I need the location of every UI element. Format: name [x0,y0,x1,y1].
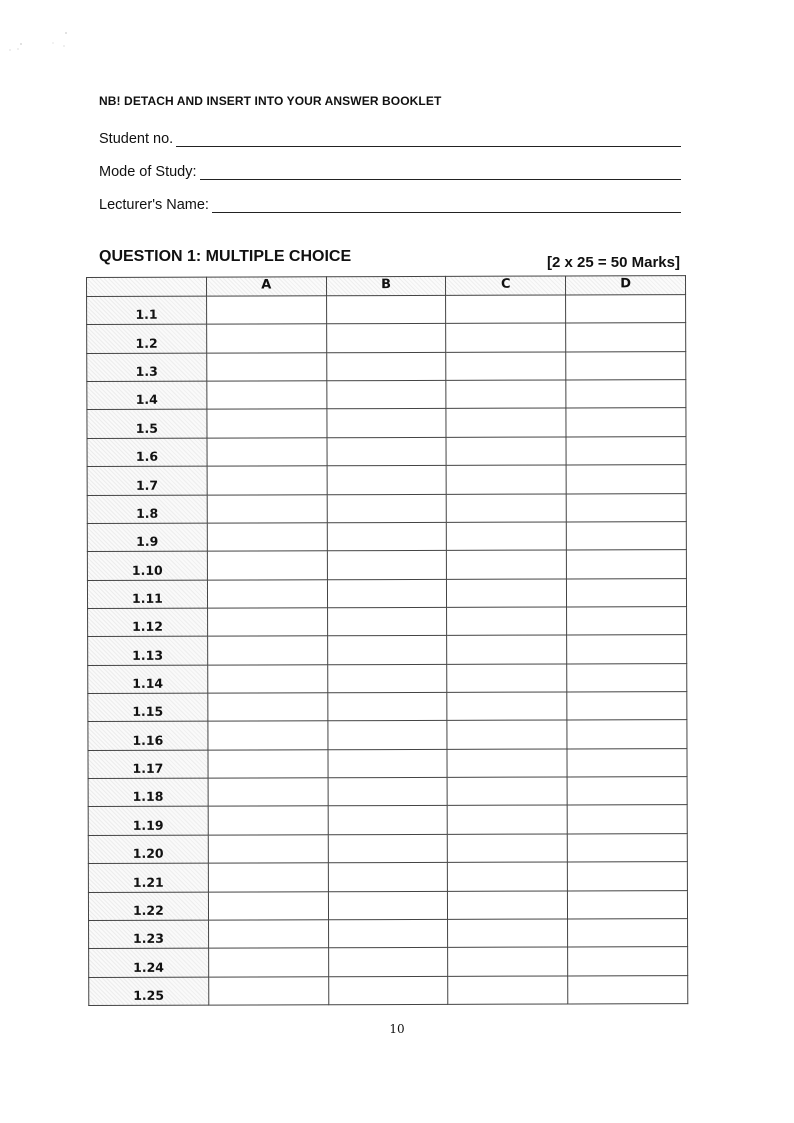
answer-cell-b[interactable] [328,777,448,806]
question-number: 1.11 [87,580,207,609]
table-row [87,550,686,580]
question-number: 1.18 [88,778,208,807]
answer-cell-b[interactable] [328,948,448,977]
answer-cell-a[interactable] [208,920,328,949]
question-number: 1.17 [88,750,208,779]
scan-specks [0,0,80,60]
answer-cell-b[interactable] [327,692,447,721]
column-header-d: D [566,276,686,295]
answer-cell-c[interactable] [448,834,568,863]
column-header-c: C [446,276,566,295]
answer-cell-a[interactable] [208,778,328,807]
answer-cell-a[interactable] [208,891,328,920]
question-number: 1.16 [88,722,208,751]
table-row [87,408,686,438]
answer-cell-c[interactable] [447,494,567,523]
answer-cell-a[interactable] [207,494,327,523]
table-row [88,692,687,722]
answer-cell-a[interactable] [208,664,328,693]
answer-cell-b[interactable] [326,380,446,409]
mode-of-study-label: Mode of Study: [99,164,197,180]
table-row [89,919,688,949]
answer-cell-c[interactable] [446,408,566,437]
answer-cell-c[interactable] [447,635,567,664]
student-number-field[interactable] [99,126,681,150]
answer-cell-b[interactable] [328,919,448,948]
answer-cell-a[interactable] [206,296,326,325]
mode-of-study-field[interactable] [99,159,681,183]
answer-cell-c[interactable] [446,323,566,352]
mode-of-study-line[interactable] [200,179,681,180]
answer-cell-b[interactable] [326,324,446,353]
answer-cell-b[interactable] [327,551,447,580]
table-row [88,607,687,637]
table-row [88,635,687,665]
table-row [88,748,687,778]
answer-cell-c[interactable] [446,352,566,381]
answer-cell-a[interactable] [207,381,327,410]
question-number: 1.7 [87,466,207,495]
answer-cell-d[interactable] [566,493,686,522]
answer-cell-b[interactable] [328,976,448,1005]
table-row [87,380,686,410]
lecturer-name-label: Lecturer's Name: [99,197,209,213]
question-number: 1.21 [88,863,208,892]
answer-cell-d[interactable] [568,975,688,1004]
answer-cell-d[interactable] [567,635,687,664]
answer-cell-b[interactable] [328,749,448,778]
question-number: 1.20 [88,835,208,864]
table-row [87,465,686,495]
answer-cell-d[interactable] [567,607,687,636]
question-number: 1.2 [87,324,207,353]
answer-cell-d[interactable] [568,890,688,919]
answer-cell-d[interactable] [567,777,687,806]
answer-grid [86,275,688,1006]
answer-cell-a[interactable] [207,466,327,495]
answer-cell-c[interactable] [448,891,568,920]
table-header-row [87,276,686,297]
question-number: 1.19 [88,807,208,836]
table-body [87,295,688,1006]
student-number-line[interactable] [176,146,681,147]
page-number: 10 [389,1022,405,1036]
question-title: QUESTION 1: MULTIPLE CHOICE [99,248,352,265]
answer-cell-b[interactable] [328,891,448,920]
answer-cell-b[interactable] [328,863,448,892]
table-row [87,436,686,466]
answer-cell-b[interactable] [327,607,447,636]
table-row [87,521,686,551]
question-marks: [2 x 25 = 50 Marks] [546,254,680,271]
answer-cell-c[interactable] [447,664,567,693]
question-number: 1.23 [89,920,209,949]
table-row [87,493,686,523]
question-number: 1.8 [87,495,207,524]
answer-cell-a[interactable] [208,948,328,977]
question-number: 1.14 [88,665,208,694]
answer-cell-c[interactable] [447,607,567,636]
answer-cell-a[interactable] [207,438,327,467]
answer-cell-b[interactable] [327,494,447,523]
answer-cell-c[interactable] [447,579,567,608]
answer-cell-d[interactable] [566,295,686,324]
student-number-label: Student no. [99,131,174,147]
answer-cell-b[interactable] [326,352,446,381]
answer-cell-d[interactable] [566,408,686,437]
answer-cell-a[interactable] [207,636,327,665]
answer-cell-c[interactable] [446,465,566,494]
answer-cell-d[interactable] [566,436,686,465]
answer-cell-d[interactable] [567,550,687,579]
question-number: 1.12 [88,608,208,637]
table-row [89,975,688,1005]
answer-cell-a[interactable] [207,579,327,608]
answer-cell-a[interactable] [208,806,328,835]
question-number: 1.6 [87,438,207,467]
answer-cell-b[interactable] [327,579,447,608]
table-row [88,720,687,750]
answer-cell-d[interactable] [568,947,688,976]
column-header-a: A [206,277,326,296]
answer-cell-d[interactable] [567,578,687,607]
answer-cell-a[interactable] [207,551,327,580]
answer-table [86,275,688,1006]
answer-cell-b[interactable] [326,295,446,324]
question-number: 1.22 [88,892,208,921]
question-number: 1.15 [88,693,208,722]
answer-cell-a[interactable] [206,324,326,353]
answer-cell-a[interactable] [207,608,327,637]
answer-cell-b[interactable] [328,806,448,835]
table-row [87,295,686,325]
answer-cell-b[interactable] [327,636,447,665]
answer-cell-c[interactable] [448,976,568,1005]
answer-cell-d[interactable] [566,380,686,409]
answer-cell-d[interactable] [566,521,686,550]
table-row [89,947,688,977]
answer-cell-c[interactable] [447,550,567,579]
answer-cell-d[interactable] [567,833,687,862]
table-row [87,323,686,353]
answer-cell-c[interactable] [448,947,568,976]
table-row [88,833,687,863]
answer-cell-b[interactable] [327,721,447,750]
answer-cell-c[interactable] [446,437,566,466]
answer-cell-a[interactable] [207,352,327,381]
answer-cell-a[interactable] [208,693,328,722]
answer-cell-b[interactable] [327,437,447,466]
answer-cell-d[interactable] [566,465,686,494]
answer-cell-c[interactable] [447,522,567,551]
answer-cell-a[interactable] [208,835,328,864]
answer-cell-b[interactable] [327,664,447,693]
answer-cell-a[interactable] [208,976,328,1005]
answer-cell-d[interactable] [568,862,688,891]
answer-cell-c[interactable] [447,749,567,778]
answer-cell-a[interactable] [207,409,327,438]
answer-cell-a[interactable] [207,523,327,552]
answer-cell-a[interactable] [208,749,328,778]
answer-cell-d[interactable] [566,351,686,380]
table-row [88,777,687,807]
answer-cell-d[interactable] [566,323,686,352]
answer-cell-c[interactable] [448,919,568,948]
answer-cell-d[interactable] [567,692,687,721]
question-number: 1.4 [87,381,207,410]
answer-cell-a[interactable] [208,721,328,750]
answer-cell-b[interactable] [327,409,447,438]
corner-header [87,277,207,296]
table-row [87,578,686,608]
question-number: 1.9 [87,523,207,552]
answer-cell-d[interactable] [568,919,688,948]
question-number: 1.10 [87,551,207,580]
question-number: 1.13 [88,636,208,665]
answer-cell-c[interactable] [447,777,567,806]
answer-cell-c[interactable] [447,692,567,721]
answer-cell-c[interactable] [448,862,568,891]
answer-cell-b[interactable] [328,834,448,863]
answer-cell-d[interactable] [567,805,687,834]
answer-cell-d[interactable] [567,748,687,777]
lecturer-name-field[interactable] [99,192,681,216]
table-row [88,663,687,693]
table-row [88,862,687,892]
lecturer-name-line[interactable] [212,212,681,213]
table-row [88,890,687,920]
question-number: 1.3 [87,353,207,382]
answer-cell-b[interactable] [327,522,447,551]
answer-cell-c[interactable] [448,805,568,834]
answer-cell-d[interactable] [567,720,687,749]
table-row [88,805,687,835]
question-number: 1.24 [89,948,209,977]
question-number: 1.5 [87,410,207,439]
question-number: 1.1 [87,296,207,325]
table-row [87,351,686,381]
column-header-b: B [326,276,446,295]
answer-cell-c[interactable] [446,380,566,409]
answer-cell-b[interactable] [327,466,447,495]
answer-cell-c[interactable] [446,295,566,324]
answer-cell-c[interactable] [447,720,567,749]
question-number: 1.25 [89,977,209,1006]
answer-cell-d[interactable] [567,663,687,692]
answer-cell-a[interactable] [208,863,328,892]
detach-notice: NB! DETACH AND INSERT INTO YOUR ANSWER BOOKLET [99,94,442,108]
